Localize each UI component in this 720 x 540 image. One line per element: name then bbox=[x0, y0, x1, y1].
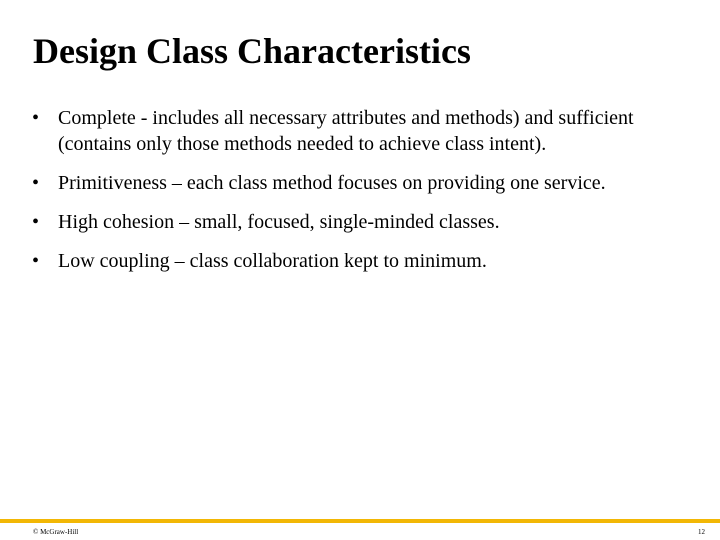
bullet-item-primitiveness bbox=[32, 170, 692, 196]
page-number: 12 bbox=[698, 528, 705, 536]
bullet-item-low-coupling bbox=[32, 248, 692, 274]
bullet-dot-icon: • bbox=[32, 172, 40, 194]
bullet-text: Low coupling – class collaboration kept to minimum. bbox=[58, 250, 487, 272]
bullet-text: Complete - includes all necessary attributes and methods) and sufficient (contains only those methods needed to achieve class intent). bbox=[58, 107, 634, 155]
bullet-text: Primitiveness – each class method focuses on providing one service. bbox=[58, 172, 606, 194]
bullet-dot-icon: • bbox=[32, 107, 40, 129]
bullet-item-high-cohesion bbox=[32, 209, 692, 235]
footer-accent-bar bbox=[0, 519, 720, 523]
copyright-notice: © McGraw-Hill bbox=[33, 528, 79, 536]
bullet-item-complete bbox=[32, 105, 692, 157]
bullet-dot-icon: • bbox=[32, 211, 40, 233]
bullet-text: High cohesion – small, focused, single-minded classes. bbox=[58, 211, 500, 233]
slide-title: Design Class Characteristics bbox=[33, 31, 471, 71]
bullet-dot-icon: • bbox=[32, 250, 40, 272]
bullet-list bbox=[32, 105, 692, 287]
